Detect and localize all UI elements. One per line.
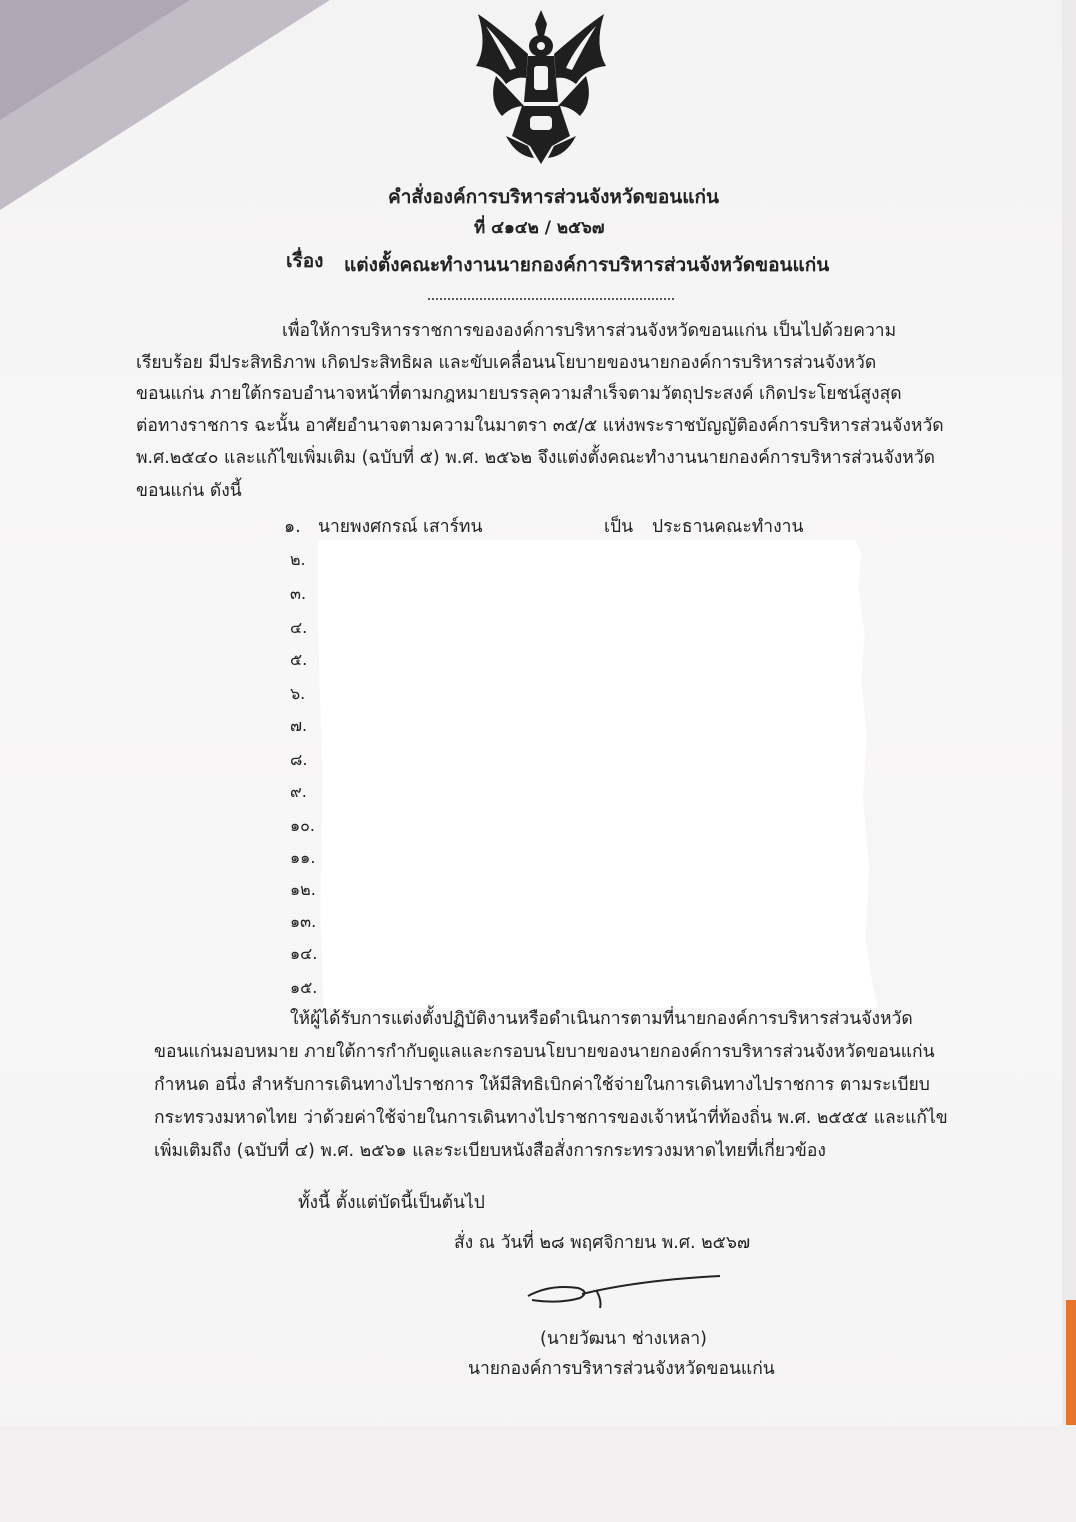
- list-number: ๑๑.: [290, 848, 316, 867]
- redaction-paper: [318, 540, 878, 1008]
- list-number: ๑๒.: [290, 880, 316, 899]
- page-bottom: [0, 1425, 1076, 1522]
- paragraph1-line: เพื่อให้การบริหารราชการขององค์การบริหารส่วนจังหวัดขอนแก่น เป็นไปด้วยความ: [282, 321, 897, 341]
- member-role: ประธานคณะทำงาน: [652, 517, 804, 537]
- member-name: นายพงศกรณ์ เสาร์ทน: [318, 517, 483, 537]
- paragraph2-line: เพิ่มเติมถึง (ฉบับที่ ๔) พ.ศ. ๒๕๖๑ และระเบียบหนังสือสั่งการกระทรวงมหาดไทยที่เกี่ยวข้อง: [154, 1141, 826, 1161]
- list-number: ๘.: [290, 750, 308, 769]
- subject-text: แต่งตั้งคณะทำงานนายกองค์การบริหารส่วนจังหวัดขอนแก่น: [344, 254, 830, 276]
- member-number: ๑.: [284, 517, 301, 537]
- paragraph1-line: ขอนแก่น ภายใต้กรอบอำนาจหน้าที่ตามกฎหมายบรรลุความสำเร็จตามวัตถุประสงค์ เกิดประโยชน์สูงสุด: [136, 384, 902, 404]
- order-number: ที่ ๔๑๔๒ / ๒๕๖๗: [474, 218, 605, 238]
- paragraph1-line: ขอนแก่น ดังนี้: [136, 481, 242, 501]
- paragraph1-line: ต่อทางราชการ ฉะนั้น อาศัยอำนาจตามความในมาตรา ๓๕/๕ แห่งพระราชบัญญัติองค์การบริหารส่วนจังหวัด: [136, 416, 944, 436]
- signer-name: (นายวัฒนา ช่างเหลา): [540, 1329, 708, 1349]
- paragraph1-line: เรียบร้อย มีประสิทธิภาพ เกิดประสิทธิผล และขับเคลื่อนนโยบายของนายกองค์การบริหารส่วนจังหวัด: [136, 353, 877, 373]
- list-number: ๙.: [290, 782, 307, 801]
- garuda-emblem-icon: [466, 6, 616, 168]
- list-number: ๗.: [290, 716, 308, 735]
- list-number: ๑๐.: [290, 816, 316, 835]
- effective-date: ทั้งนี้ ตั้งแต่บัดนี้เป็นต้นไป: [298, 1193, 485, 1213]
- signature: [520, 1270, 730, 1310]
- paragraph2-line: ให้ผู้ได้รับการแต่งตั้งปฏิบัติงานหรือดำเนินการตามที่นายกองค์การบริหารส่วนจังหวัด: [290, 1009, 913, 1029]
- member-as: เป็น: [604, 517, 634, 537]
- paragraph1-line: พ.ศ.๒๕๔๐ และแก้ไขเพิ่มเติม (ฉบับที่ ๕) พ.ศ. ๒๕๖๒ จึงแต่งตั้งคณะทำงานนายกองค์การบริหารส่วนจังหวัด: [136, 448, 936, 468]
- paragraph2-line: กำหนด อนึ่ง สำหรับการเดินทางไปราชการ ให้มีสิทธิเบิกค่าใช้จ่ายในการเดินทางไปราชการ ตามระเบียบ: [154, 1075, 930, 1095]
- list-number: ๖.: [290, 684, 306, 703]
- list-number: ๑๔.: [290, 944, 318, 963]
- order-date: สั่ง ณ วันที่ ๒๘ พฤศจิกายน พ.ศ. ๒๕๖๗: [454, 1233, 751, 1253]
- page-edge: [1062, 0, 1076, 1522]
- page-shadow-dark: [0, 0, 190, 120]
- list-number: ๔.: [290, 618, 308, 637]
- paragraph2-line: กระทรวงมหาดไทย ว่าด้วยค่าใช้จ่ายในการเดินทางไปราชการของเจ้าหน้าที่ท้องถิ่น พ.ศ. ๒๕๕๕ และแก้ไข: [154, 1108, 948, 1128]
- list-number: ๒.: [290, 550, 306, 569]
- subject-label: เรื่อง: [286, 250, 324, 272]
- list-number: ๑๕.: [290, 978, 318, 997]
- list-number: ๓.: [290, 584, 307, 603]
- list-number: ๕.: [290, 650, 308, 669]
- paragraph2-line: ขอนแก่นมอบหมาย ภายใต้การกำกับดูแลและกรอบนโยบายของนายกองค์การบริหารส่วนจังหวัดขอนแก่น: [154, 1042, 935, 1062]
- list-number: ๑๓.: [290, 912, 317, 931]
- divider-dotted: [428, 298, 674, 300]
- signer-title: นายกองค์การบริหารส่วนจังหวัดขอนแก่น: [468, 1359, 775, 1379]
- order-heading: คำสั่งองค์การบริหารส่วนจังหวัดขอนแก่น: [388, 186, 720, 208]
